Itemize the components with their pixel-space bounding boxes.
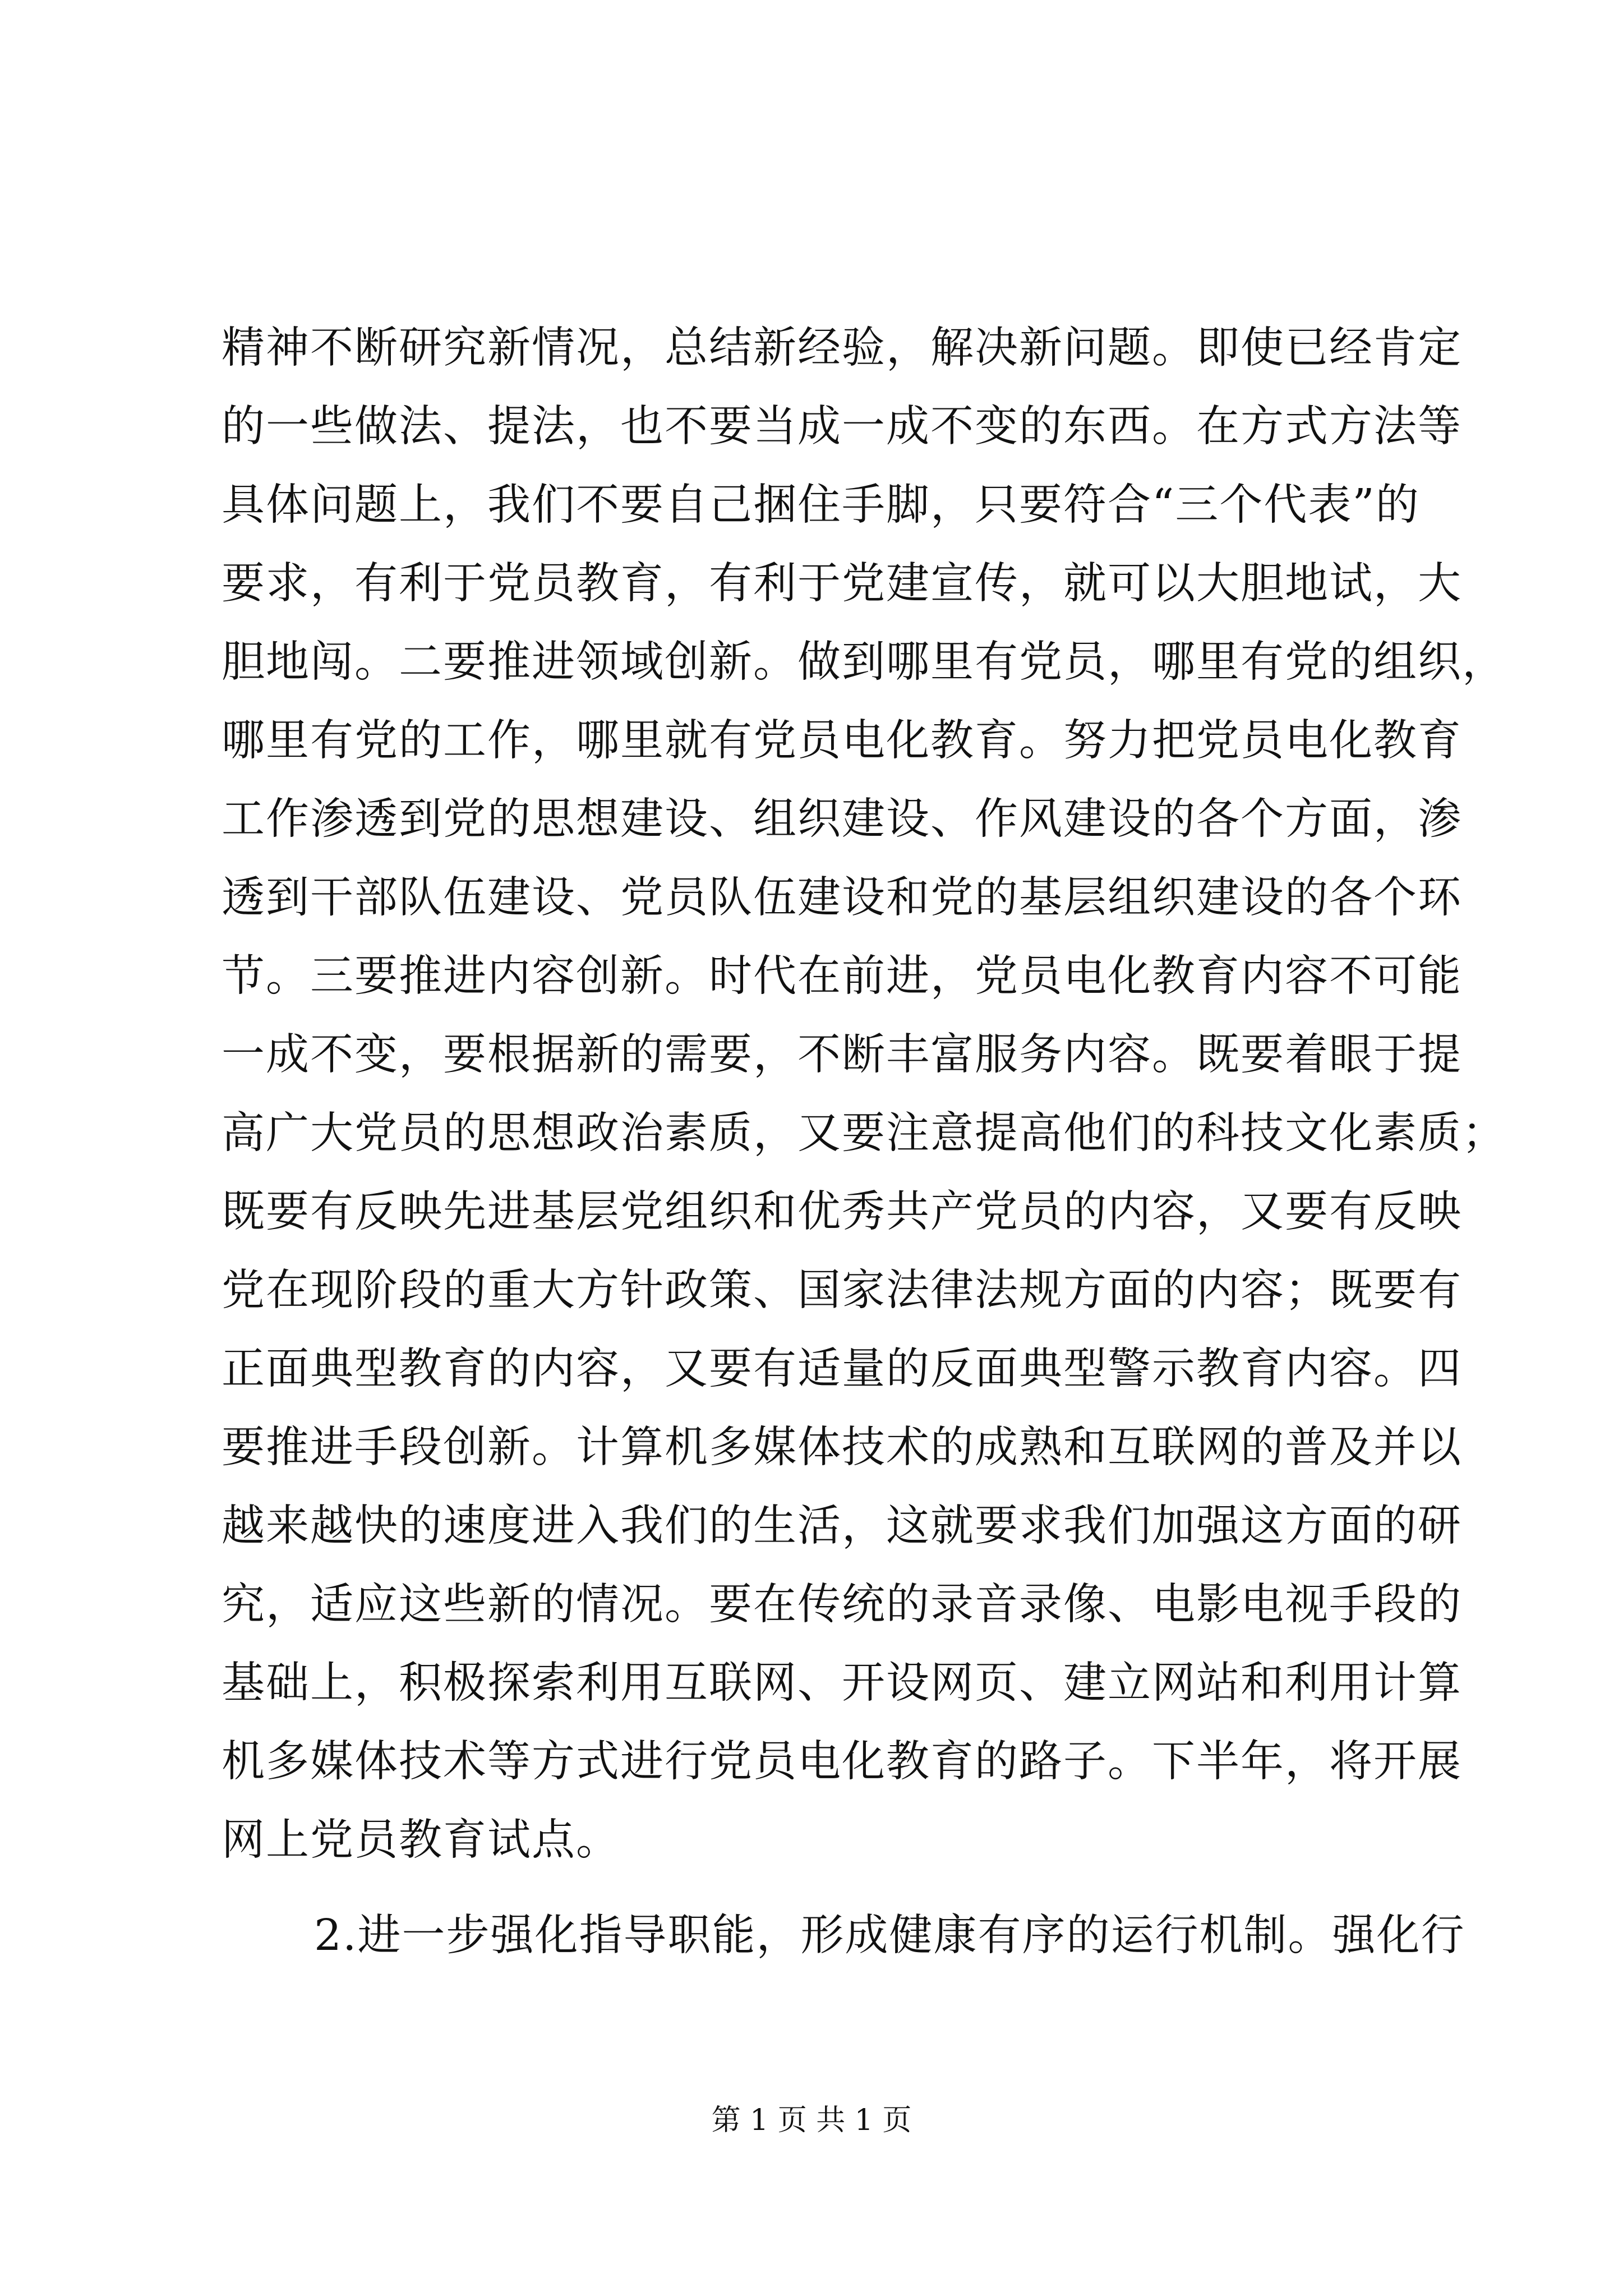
text-line-19: 机多媒体技术等方式进行党员电化教育的路子。下半年，将开展 xyxy=(222,1737,1462,1787)
text-line-15: 要推进手段创新。计算机多媒体技术的成熟和互联网的普及并以 xyxy=(222,1423,1462,1473)
text-line-10: 一成不变，要根据新的需要，不断丰富服务内容。既要着眼于提 xyxy=(222,1030,1462,1080)
text-line-12: 既要有反映先进基层党组织和优秀共产党员的内容，又要有反映 xyxy=(222,1187,1462,1237)
text-line-1: 精神不断研究新情况，总结新经验，解决新问题。即使已经肯定 xyxy=(222,323,1462,373)
text-line-14: 正面典型教育的内容，又要有适量的反面典型警示教育内容。四 xyxy=(222,1344,1462,1394)
text-line-11: 高广大党员的思想政治素质，又要注意提高他们的科技文化素质； xyxy=(222,1108,1506,1158)
text-line-16: 越来越快的速度进入我们的生活，这就要求我们加强这方面的研 xyxy=(222,1501,1462,1551)
text-line-9: 节。三要推进内容创新。时代在前进，党员电化教育内容不可能 xyxy=(222,951,1462,1001)
text-line-6: 哪里有党的工作，哪里就有党员电化教育。努力把党员电化教育 xyxy=(222,716,1462,766)
text-line-2: 的一些做法、提法，也不要当成一成不变的东西。在方式方法等 xyxy=(222,402,1462,452)
text-line-5: 胆地闯。二要推进领域创新。做到哪里有党员，哪里有党的组织， xyxy=(222,637,1506,687)
text-line-7: 工作渗透到党的思想建设、组织建设、作风建设的各个方面，渗 xyxy=(222,794,1462,844)
text-line-8: 透到干部队伍建设、党员队伍建设和党的基层组织建设的各个环 xyxy=(222,873,1462,923)
text-line-4: 要求，有利于党员教育，有利于党建宣传，就可以大胆地试，大 xyxy=(222,559,1462,609)
paragraph-2-first-line: 2.进一步强化指导职能，形成健康有序的运行机制。强化行 xyxy=(314,1911,1465,1961)
text-line-17: 究，适应这些新的情况。要在传统的录音录像、电影电视手段的 xyxy=(222,1580,1462,1630)
text-line-3: 具体问题上，我们不要自己捆住手脚，只要符合“三个代表”的 xyxy=(222,480,1420,530)
page-number-footer: 第 1 页 共 1 页 xyxy=(711,2104,912,2137)
text-line-18: 基础上，积极探索利用互联网、开设网页、建立网站和利用计算 xyxy=(222,1658,1462,1708)
text-line-13: 党在现阶段的重大方针政策、国家法律法规方面的内容；既要有 xyxy=(222,1266,1462,1315)
text-line-20: 网上党员教育试点。 xyxy=(222,1815,620,1865)
